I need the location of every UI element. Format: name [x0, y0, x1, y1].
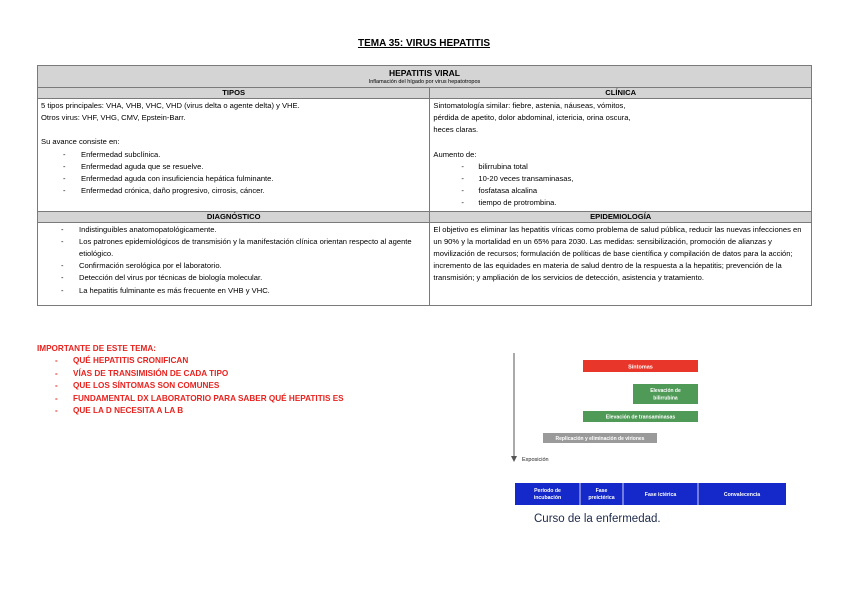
bilirrubina-label-1: Elevación de [650, 388, 681, 394]
disease-course-diagram [508, 350, 793, 530]
list-item: - Confirmación serológica por el laboratorio. [41, 260, 426, 272]
epidemiologia-header: EPIDEMIOLOGÍA [430, 211, 812, 222]
list-item: - La hepatitis fulminante es más frecuente en VHB y VHC. [41, 285, 426, 297]
list-item: - Indistinguibles anatomopatológicamente. [41, 224, 426, 236]
clinica-line-4: Aumento de: [433, 149, 477, 159]
page-title: TEMA 35: VIRUS HEPATITIS [357, 38, 491, 49]
table-title: HEPATITIS VIRAL [389, 68, 460, 78]
tipos-header: TIPOS [38, 88, 430, 99]
list-item: - Enfermedad aguda con insuficiencia hepática fulminante. [41, 173, 426, 185]
diagnostico-header: DIAGNÓSTICO [38, 211, 430, 222]
important-section [37, 343, 344, 417]
list-item: - Detección del virus por técnicas de biología molecular. [41, 272, 426, 284]
table-subtitle: Inflamación del hígado por virus hepatotropos [368, 79, 481, 85]
phase-incubacion: Período de [534, 488, 561, 494]
tipos-cell [38, 99, 430, 212]
epidemiologia-cell [430, 222, 812, 305]
transaminasas-label: Elevación de transaminasas [605, 414, 676, 421]
sintomas-label: Síntomas [628, 364, 653, 371]
list-item: - QUE LOS SÍNTOMAS SON COMUNES [37, 380, 344, 392]
clinica-line-1: Sintomatología similar: fiebre, astenia, náuseas, vómitos, [433, 101, 626, 110]
replicacion-label: Replicación y eliminación de viriones [555, 435, 645, 442]
svg-text:preictérica: preictérica [588, 495, 615, 501]
list-item: - Los patrones epidemiológicos de transmisión y la manifestación clínica orientan respecto al agente etiológico. [41, 236, 426, 260]
phase-preicterica: Fase [595, 488, 608, 494]
diagnostico-cell [38, 222, 430, 305]
phase-convalecencia: Convalecencia [723, 492, 761, 498]
clinica-cell [430, 99, 812, 212]
phase-icterica: Fase ictérica [644, 492, 677, 498]
list-item: - 10-20 veces transaminasas, [433, 173, 808, 185]
axis-arrow-icon [511, 456, 517, 462]
tipos-line-3: Su avance consiste en: [41, 137, 120, 147]
tipos-line-1: 5 tipos principales: VHA, VHB, VHC, VHD (virus delta o agente delta) y VHE. [41, 101, 300, 110]
tipos-line-2: Otros virus: VHF, VHG, CMV, Epstein-Barr. [41, 113, 186, 123]
diagnostico-list [41, 224, 426, 297]
table-main-header [38, 66, 812, 88]
clinica-line-2: pérdida de apetito, dolor abdominal, ictericia, orina oscura, [433, 113, 631, 123]
exposicion-label: Exposición [522, 457, 549, 463]
tipos-list [41, 149, 426, 198]
clinica-list [433, 161, 808, 210]
list-item: - tiempo de protrombina. [433, 197, 808, 209]
list-item: - Enfermedad aguda que se resuelve. [41, 161, 426, 173]
list-item: - Enfermedad crónica, daño progresivo, cirrosis, cáncer. [41, 185, 426, 197]
list-item: - fosfatasa alcalina [433, 185, 808, 197]
hepatitis-table [37, 65, 812, 306]
epidemiologia-text: El objetivo es eliminar las hepatitis víricas como problema de salud pública, reducir las nuevas infecciones en un 90% y la mortalidad en un 65% para 2030. Las medidas: sensibilización, promoción de alianzas y movilización de recursos; formulación de políticas de base científica y compilación de datos para la acción; incremento de las equidades en materia de salud dentro de la respuesta a la hepatitis; prevención de la transmisión; y ampliación de los servicios de detección, asistencia y tratamiento. [433, 224, 802, 283]
list-item: - QUE LA D NECESITA A LA B [37, 405, 344, 417]
list-item: - QUÉ HEPATITIS CRONIFICAN [37, 355, 344, 367]
list-item: - VÍAS DE TRANSIMISIÓN DE CADA TIPO [37, 368, 344, 380]
svg-text:incubación: incubación [533, 495, 562, 501]
list-item: - Enfermedad subclínica. [41, 149, 426, 161]
clinica-header: CLÍNICA [430, 88, 812, 99]
list-item: - bilirrubina total [433, 161, 808, 173]
important-list [37, 355, 344, 417]
important-title: IMPORTANTE DE ESTE TEMA: [37, 344, 157, 353]
list-item: - FUNDAMENTAL DX LABORATORIO PARA SABER QUÉ HEPATITIS ES [37, 393, 344, 405]
diagram-caption: Curso de la enfermedad. [534, 513, 661, 525]
clinica-line-3: heces claras. [433, 125, 479, 135]
bilirrubina-label-2: bilirrubina [653, 395, 678, 402]
